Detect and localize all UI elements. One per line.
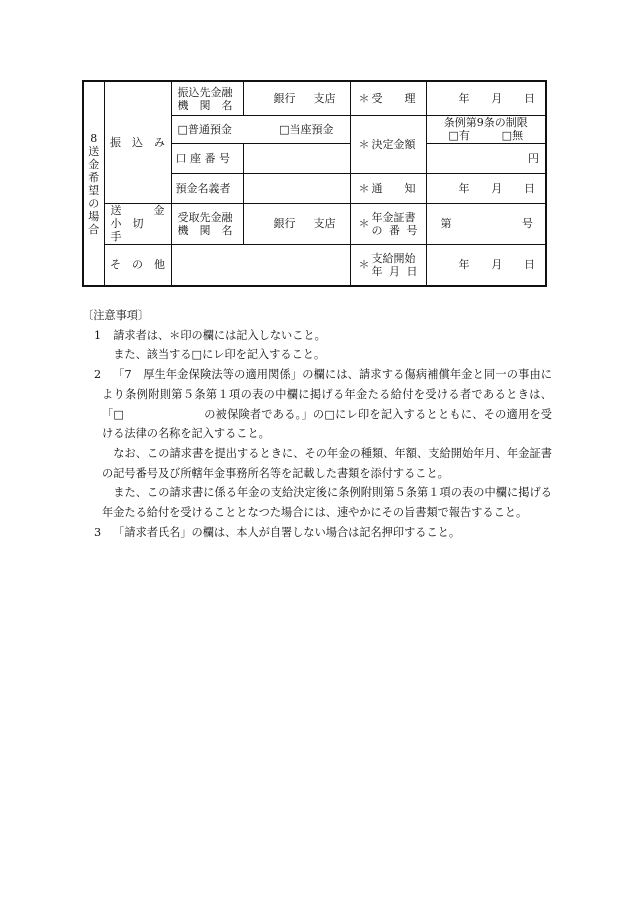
note-item	[82, 326, 552, 365]
section-number: 8	[90, 131, 98, 145]
remit-bank-field[interactable]: 銀行 支店	[243, 203, 350, 244]
remit-bank-label: 受取先金融 機 関 名	[171, 203, 243, 244]
article9-limit-field[interactable]: 条例第9条の制限 □有 □無	[426, 116, 546, 144]
pension-certificate-label: ＊ 年金証書 の 番 号	[350, 203, 426, 244]
section-title-char: 金	[88, 157, 100, 171]
account-number-field[interactable]	[243, 143, 350, 174]
receipt-label: ＊ 受 理	[350, 81, 426, 116]
limit-no-checkbox[interactable]: □無	[501, 129, 524, 143]
note-paragraph: 請求者は、＊印の欄には記入しないこと。	[113, 328, 326, 342]
furikomi-bank-label: 振込先金融 機 関 名	[171, 81, 243, 116]
account-holder-field[interactable]	[243, 174, 350, 204]
note-number: 3	[94, 525, 102, 539]
remittance-form-table	[82, 80, 547, 287]
section-title-char: 場	[88, 209, 100, 223]
note-number: 1	[94, 328, 102, 342]
furikomi-bank-field[interactable]: 銀行 支店	[243, 81, 350, 116]
section-title-char: 送	[88, 144, 100, 158]
notice-date-field[interactable]: 年 月 日	[426, 174, 546, 204]
furikomi-label: 振 込 み	[104, 81, 171, 203]
account-number-label: 口 座 番 号	[171, 143, 243, 174]
notes-section	[82, 306, 552, 542]
section-8-heading	[83, 81, 104, 286]
receipt-date-field[interactable]: 年 月 日	[426, 81, 546, 116]
section-title-char: 望	[88, 183, 100, 197]
remit-check-label: 送 金 小 切 手	[104, 203, 171, 244]
note-number: 2	[94, 368, 102, 382]
other-label: そ の 他	[104, 244, 171, 286]
payment-start-date-field[interactable]: 年 月 日	[426, 244, 546, 286]
notice-label: ＊ 通 知	[350, 174, 426, 204]
note-paragraph: また、該当する□にレ印を記入すること。	[113, 348, 326, 362]
ordinary-deposit-checkbox[interactable]: □普通預金	[177, 122, 232, 136]
current-deposit-checkbox[interactable]: □当座預金	[279, 122, 334, 136]
section-title-char: 合	[88, 222, 100, 236]
payment-start-label: ＊ 支給開始 年 月 日	[350, 244, 426, 286]
limit-yes-checkbox[interactable]: □有	[448, 129, 470, 143]
decision-amount-field[interactable]: 円	[426, 143, 546, 174]
deposit-type-field[interactable]	[171, 116, 350, 144]
note-paragraph: 「請求者氏名」の欄は、本人が自署しない場合は記名押印すること。	[113, 525, 461, 539]
note-paragraph: なお、この請求書を提出するときに、その年金の種類、年額、支給開始年月、年金証書の記号番号及び所轄年金事務所名等を記載した書類を添付すること。	[102, 446, 552, 480]
pension-certificate-field[interactable]: 第 号	[426, 203, 546, 244]
decision-amount-label: ＊ 決定金額	[350, 116, 426, 174]
note-paragraph: また、この請求書に係る年金の支給決定後に条例附則第５条第１項の表の中欄に掲げる年金たる給付を受けることとなつた場合には、速やかにその旨書類で報告すること。	[102, 486, 552, 520]
note-item	[82, 523, 552, 543]
section-title-char: の	[88, 196, 100, 210]
notes-heading: 〔注意事項〕	[82, 309, 150, 322]
section-title-char: 希	[88, 170, 100, 184]
account-holder-label: 預金名義者	[171, 174, 243, 204]
note-item	[82, 365, 552, 523]
note-paragraph: 「7 厚生年金保険法等の適用関係」の欄には、請求する傷病補償年金と同一の事由により条例附則第５条第１項の表の中欄に掲げる年金たる給付を受ける者であるときは、「□ の被保険者である。」の□にレ印を記入するとともに、その適用を受ける法律の名称を記入すること。	[102, 368, 552, 441]
other-field[interactable]	[171, 244, 350, 286]
